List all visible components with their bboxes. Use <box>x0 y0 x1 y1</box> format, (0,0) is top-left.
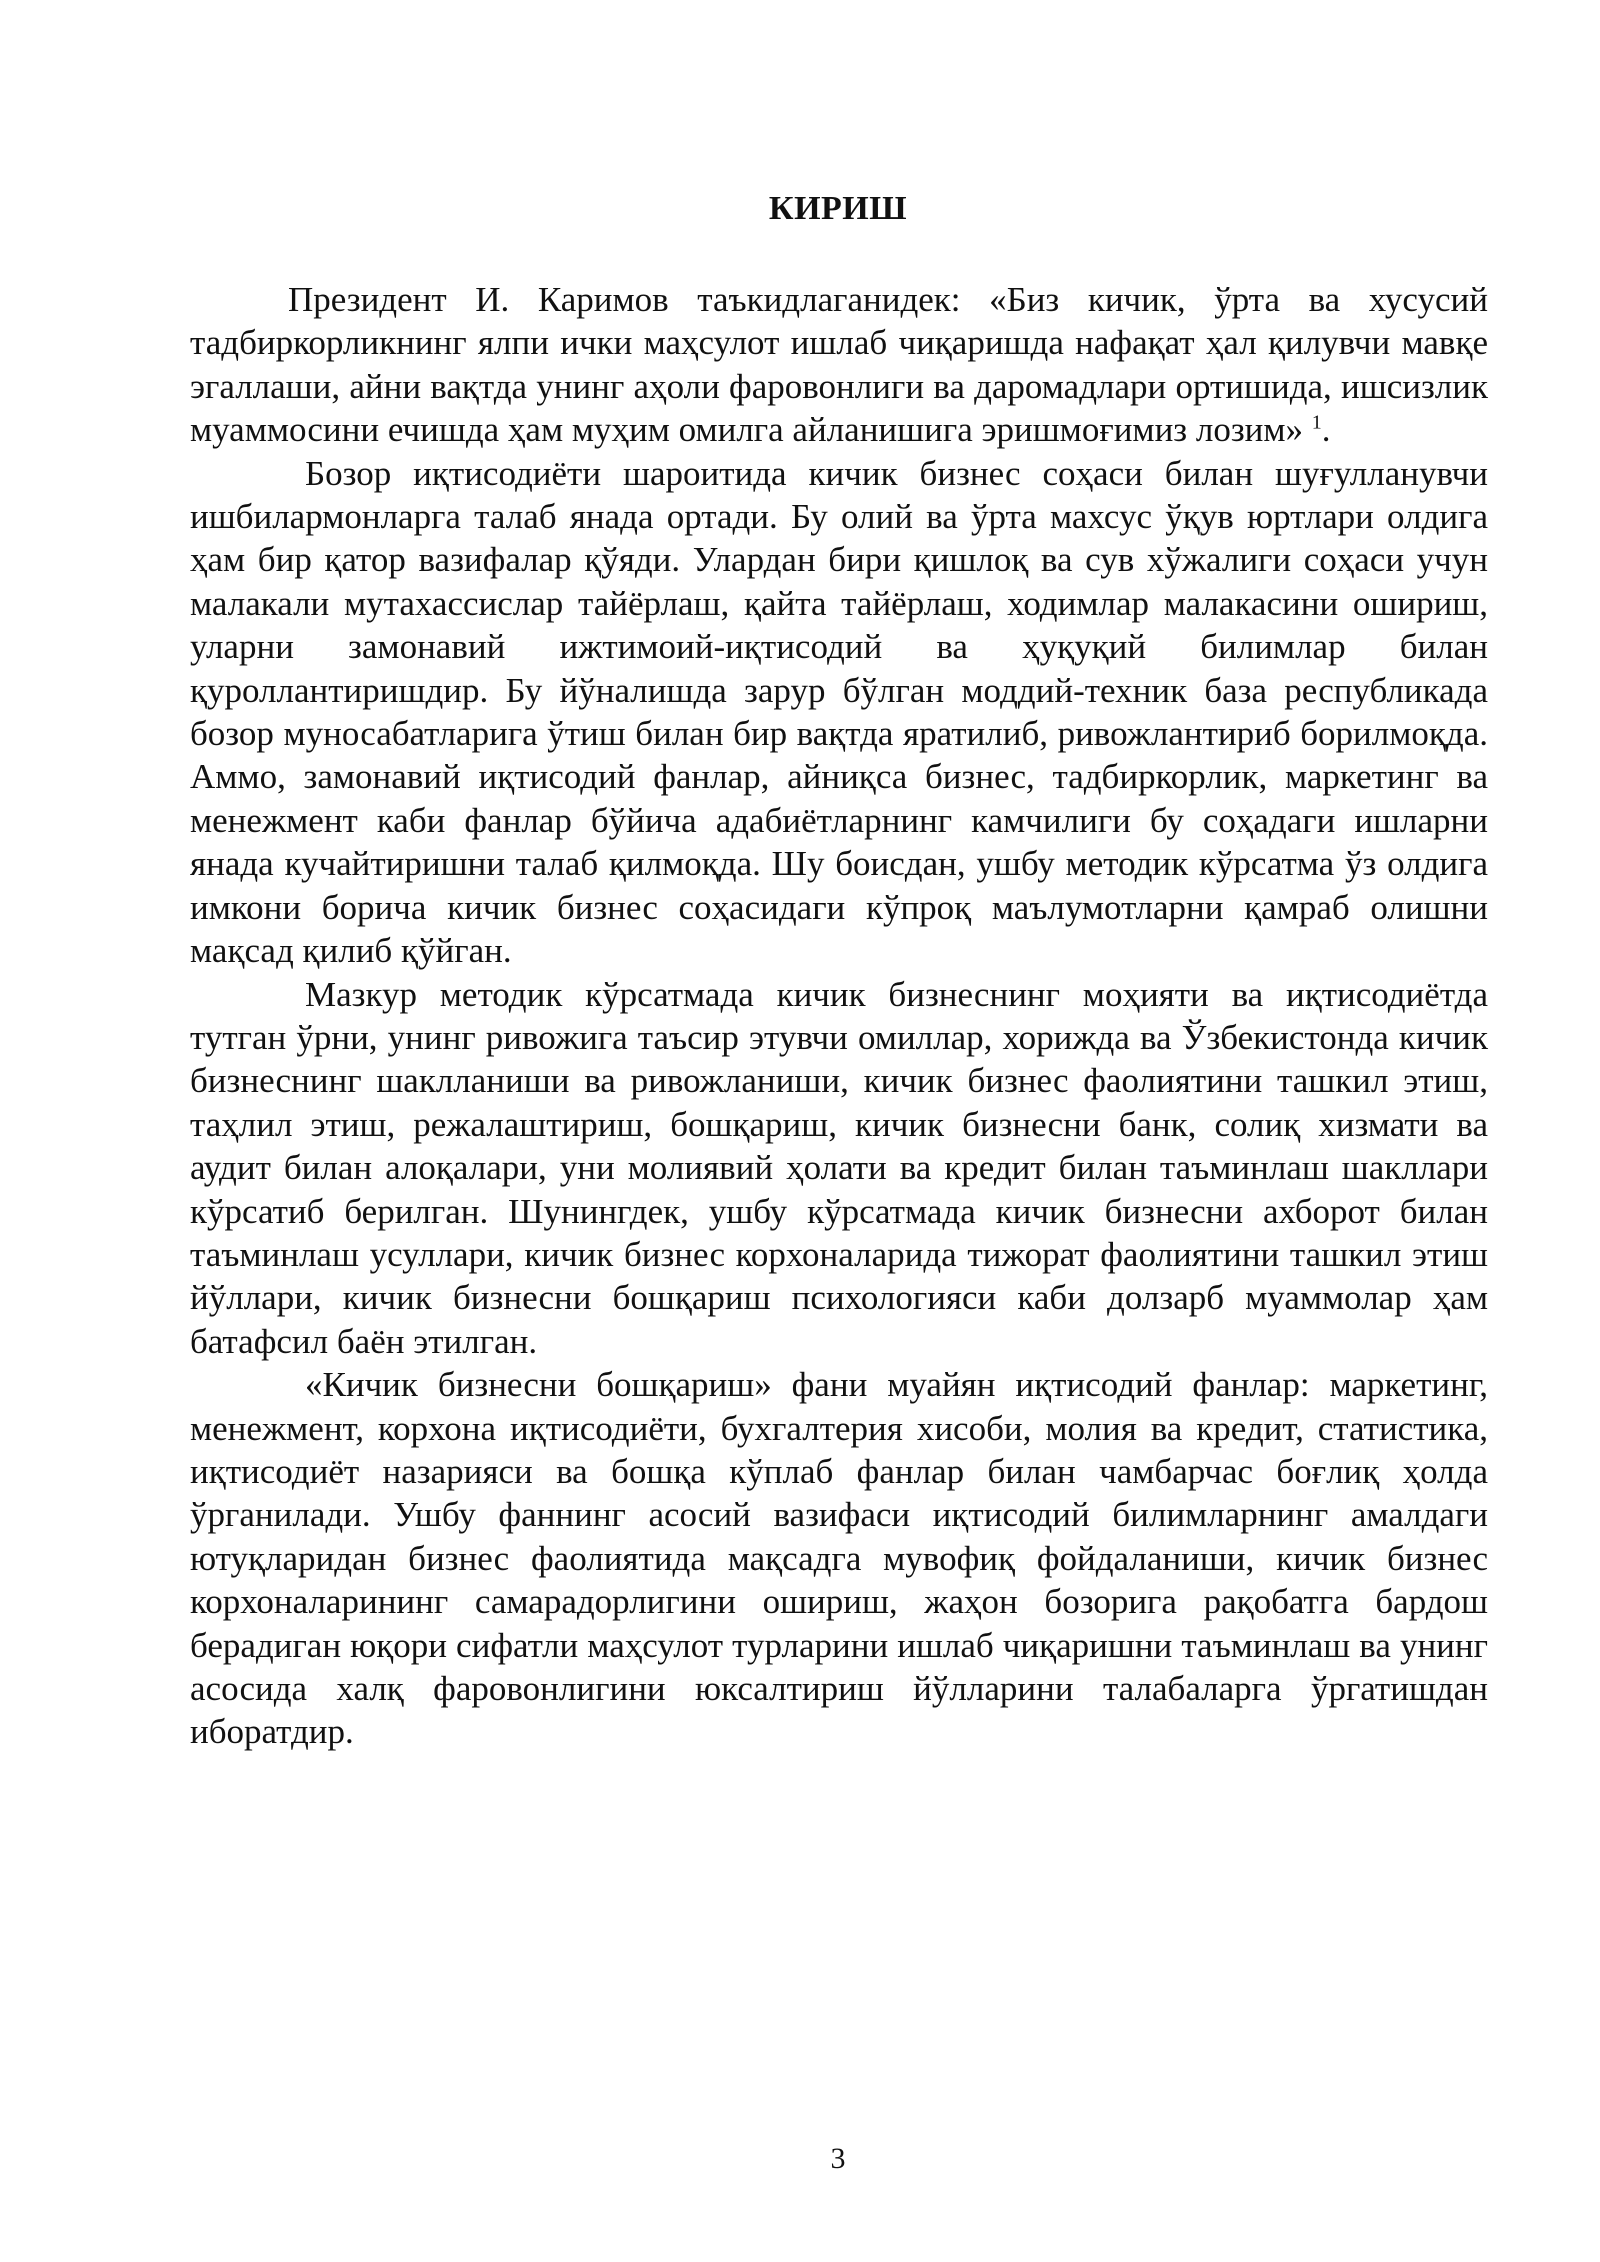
footnote-reference[interactable]: 1 <box>1311 411 1322 434</box>
paragraph-4: «Кичик бизнесни бошқариш» фани муайян иқтисодий фанлар: маркетинг, менежмент, корхона иқтисодиёти, бухгалтерия хисоби, молия ва кредит, статистика, иқтисодиёт назарияси ва бошқа кўплаб фанлар билан чамбарчас боғлиқ ҳолда ўрганилади. Ушбу фаннинг асосий вазифаси иқтисодий билимларнинг амалдаги ютуқларидан бизнес фаолиятида мақсадга мувофиқ фойдаланиши, кичик бизнес корхоналарининг самарадорлигини ошириш, жаҳон бозорига рақобатга бардош берадиган юқори сифатли маҳсулот турларини ишлаб чиқаришни таъминлаш ва унинг асосида халқ фаровонлигини юксалтириш йўлларини талабаларга ўргатишдан иборатдир. <box>190 1365 1488 1752</box>
page-number: 3 <box>830 2142 846 2175</box>
paragraph-2: Бозор иқтисодиёти шароитида кичик бизнес соҳаси билан шуғулланувчи ишбилармонларга талаб янада ортади. Бу олий ва ўрта махсус ўқув юртлари олдига ҳам бир қатор вазифалар қўяди. Улардан бири қишлоқ ва сув хўжалиги соҳаси учун малакали мутахассислар тайёрлаш, қайта тайёрлаш, ходимлар малакасини ошириш, уларни замонавий ижтимоий-иқтисодий ва ҳуқуқий билимлар билан қуроллантиришдир. Бу йўналишда зарур бўлган моддий-техник база республикада бозор муносабатларига ўтиш билан бир вақтда яратилиб, ривожлантириб борилмоқда. Аммо, замонавий иқтисодий фанлар, айниқса бизнес, тадбиркорлик, маркетинг ва менежмент каби фанлар бўйича адабиётларнинг камчилиги бу соҳадаги ишларни янада кучайтиришни талаб қилмоқда. Шу боисдан, ушбу методик кўрсатма ўз олдига имкони борича кичик бизнес соҳасидаги кўпроқ маълумотларни қамраб олишни мақсад қилиб қўйган. <box>190 453 1488 971</box>
page-title: КИРИШ <box>768 190 908 227</box>
paragraph-3: Мазкур методик кўрсатмада кичик бизнеснинг моҳияти ва иқтисодиётда тутган ўрни, унинг ривожига таъсир этувчи омиллар, хорижда ва Ўзбекистонда кичик бизнеснинг шаклланиши ва ривожланиши, кичик бизнес фаолиятини ташкил этиш, таҳлил этиш, режалаштириш, бошқариш, кичик бизнесни банк, солиқ хизмати ва аудит билан алоқалари, уни молиявий ҳолати ва кредит билан таъминлаш шакллари кўрсатиб берилган. Шунингдек, ушбу кўрсатмада кичик бизнесни ахборот билан таъминлаш усуллари, кичик бизнес корхоналарида тижорат фаолиятини ташкил этиш йўллари, кичик бизнесни бошқариш психологияси каби долзарб муаммолар ҳам батафсил баён этилган. <box>190 974 1488 1361</box>
paragraph-1-tail: . <box>1321 410 1331 450</box>
paragraph-1-text: Президент И. Каримов таъкидлаганидек: «Биз кичик, ўрта ва хусусий тадбиркорликнинг ялпи ички маҳсулот ишлаб чиқаришда нафақат ҳал қилувчи мавқе эгаллаши, айни вақтда унинг аҳоли фаровонлиги ва даромадлари ортишида, ишсизлик муаммосини ечишда ҳам муҳим омилга айланишига эришмоғимиз лозим» <box>190 280 1488 450</box>
paragraph-1 <box>190 278 1488 452</box>
body-text <box>190 278 1488 1754</box>
